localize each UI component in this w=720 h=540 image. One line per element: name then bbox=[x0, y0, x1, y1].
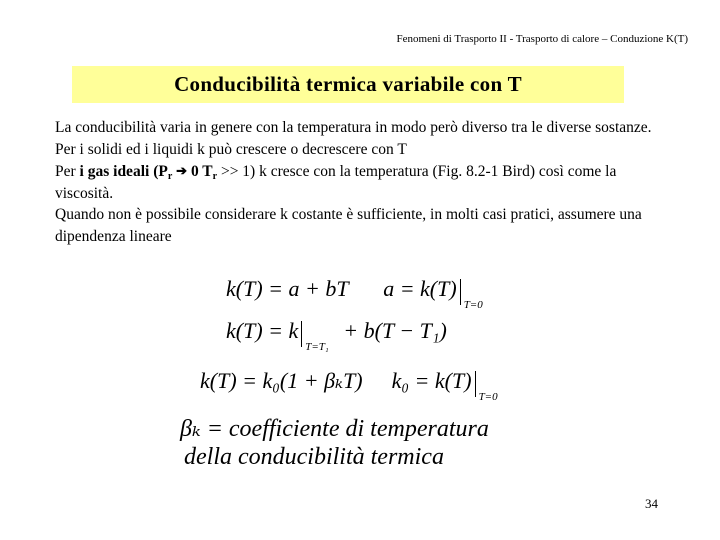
coefficient-definition bbox=[180, 416, 489, 471]
p3-sub-r2: r bbox=[212, 171, 218, 182]
right-arrow-icon: ➔ bbox=[176, 163, 188, 178]
eq2-limit: T=T₁ bbox=[305, 341, 329, 353]
eq2-right: + b(T − T₁) bbox=[343, 318, 447, 343]
eq1-left: k(T) = a + bT bbox=[226, 276, 349, 301]
p3-text-e: >> 1) bbox=[217, 163, 256, 180]
title-banner bbox=[72, 66, 624, 103]
slide-header: Fenomeni di Trasporto II - Trasporto di calore – Conduzione K(T) bbox=[396, 33, 688, 45]
p3-bold-gas: i gas ideali bbox=[79, 163, 150, 180]
page-number: 34 bbox=[645, 496, 658, 511]
eq1-eval-bar bbox=[460, 279, 483, 311]
equation-beta bbox=[200, 368, 498, 403]
p3-sub-r1: r bbox=[167, 171, 173, 182]
paragraph-3 bbox=[55, 160, 675, 204]
eq3-left: k(T) = k₀(1 + βₖT) bbox=[200, 368, 363, 393]
paragraph-1: La conducibilità varia in genere con la temperatura in modo però diverso tra le diverse sostanze. bbox=[55, 119, 652, 136]
eq1-right: a = k(T) bbox=[383, 276, 457, 301]
p3-text-d: 0 T bbox=[190, 163, 213, 180]
body-text bbox=[55, 117, 675, 247]
paragraph-4: Quando non è possibile considerare k costante è sufficiente, in molti casi pratici, assumere una dipendenza lineare bbox=[55, 206, 642, 245]
equation-reference bbox=[226, 318, 447, 353]
eq2-left: k(T) = k bbox=[226, 318, 299, 343]
eq3-eval-bar bbox=[475, 371, 498, 403]
p3-text-f: k cresce con la temperatura (Fig. 8.2-1 Bird) così come la viscosità. bbox=[55, 163, 617, 202]
eq3-right: k₀ = k(T) bbox=[391, 368, 472, 393]
p3-text-a: Per bbox=[55, 163, 80, 180]
coef-line-1: βₖ = coefficiente di temperatura bbox=[180, 416, 489, 442]
eq3-limit: T=0 bbox=[478, 391, 498, 403]
equation-linear bbox=[226, 276, 483, 311]
paragraph-2: Per i solidi ed i liquidi k può crescere o decrescere con T bbox=[55, 140, 407, 158]
eq1-limit: T=0 bbox=[463, 299, 483, 311]
p3-text-c: (P bbox=[149, 163, 168, 180]
coef-line-2: della conducibilità termica bbox=[184, 443, 444, 470]
eq2-eval-bar bbox=[301, 321, 329, 353]
slide-title: Conducibilità termica variabile con T bbox=[174, 72, 522, 96]
